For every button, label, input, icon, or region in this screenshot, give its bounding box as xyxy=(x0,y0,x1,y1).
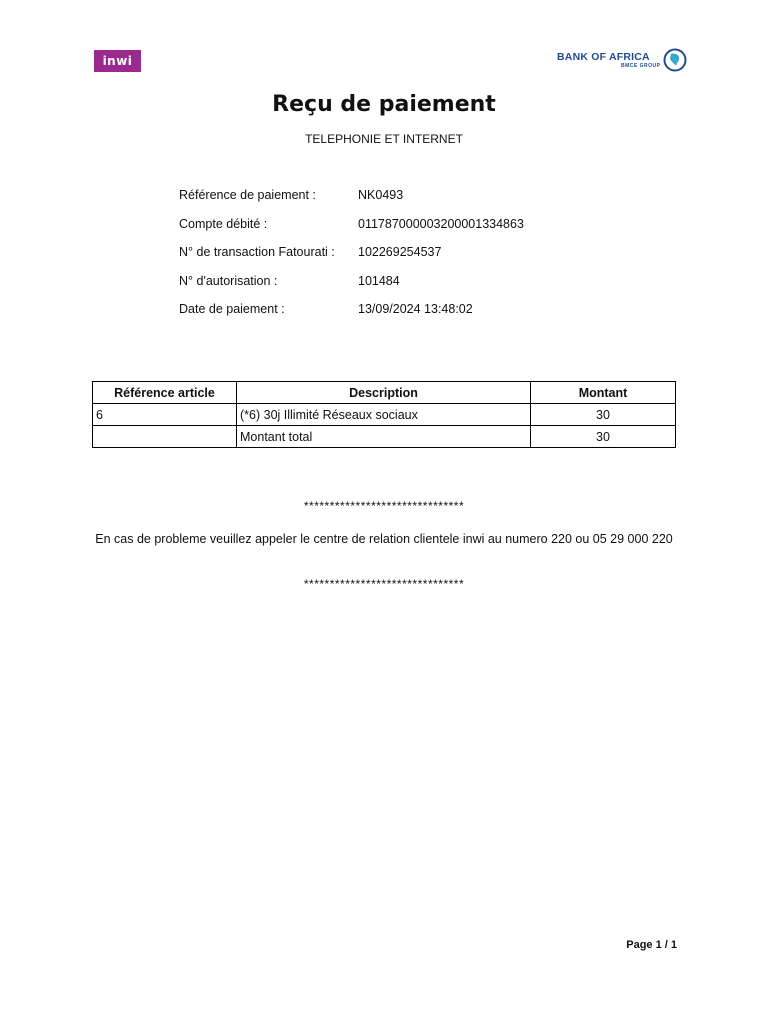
info-label: Référence de paiement : xyxy=(179,188,316,202)
table-cell: 6 xyxy=(93,404,237,426)
table-cell: (*6) 30j Illimité Réseaux sociaux xyxy=(237,404,531,426)
bank-of-africa-logo xyxy=(557,48,687,72)
info-row-account xyxy=(179,217,524,246)
info-label: N° de transaction Fatourati : xyxy=(179,245,335,260)
bank-logo-subtitle: BMCE GROUP xyxy=(621,63,661,69)
separator-stars-top: ******************************* xyxy=(303,499,465,513)
info-value: 101484 xyxy=(358,273,400,288)
info-label: Compte débité : xyxy=(179,216,268,231)
bank-emblem-icon xyxy=(663,48,687,72)
info-value: 13/09/2024 13:48:02 xyxy=(358,302,473,317)
separator-stars-bottom: ******************************* xyxy=(303,577,465,591)
table-header-row xyxy=(93,382,676,404)
table-row xyxy=(93,404,676,426)
info-label: N° d'autorisation : xyxy=(179,273,278,288)
table-cell: 30 xyxy=(531,426,676,448)
column-header: Référence article xyxy=(93,382,237,404)
info-row-authorization xyxy=(179,274,524,303)
table-cell: 30 xyxy=(531,404,676,426)
info-value: 102269254537 xyxy=(358,245,442,260)
page-subtitle: TELEPHONIE ET INTERNET xyxy=(305,132,463,146)
items-table xyxy=(92,381,676,448)
info-value: 011787000003200001334863 xyxy=(358,216,524,231)
support-notice: En cas de probleme veuillez appeler le centre de relation clientele inwi au numero 220 ou 05 29 000 220 xyxy=(95,532,673,546)
inwi-logo xyxy=(94,50,141,72)
payment-info xyxy=(179,188,524,331)
page-number: Page 1 / 1 xyxy=(626,939,677,951)
info-label: Date de paiement : xyxy=(179,302,285,317)
table-row-total xyxy=(93,426,676,448)
column-header: Montant xyxy=(531,382,676,404)
column-header: Description xyxy=(237,382,531,404)
info-row-transaction xyxy=(179,245,524,274)
info-row-reference xyxy=(179,188,524,217)
page-title: Reçu de paiement xyxy=(272,92,496,117)
info-value: NK0493 xyxy=(358,188,404,202)
table-cell: Montant total xyxy=(237,426,531,448)
bank-logo-name: BANK OF AFRICA xyxy=(557,51,650,63)
inwi-logo-text: inwi xyxy=(102,54,133,68)
table-cell xyxy=(93,426,237,448)
info-row-date xyxy=(179,302,524,331)
